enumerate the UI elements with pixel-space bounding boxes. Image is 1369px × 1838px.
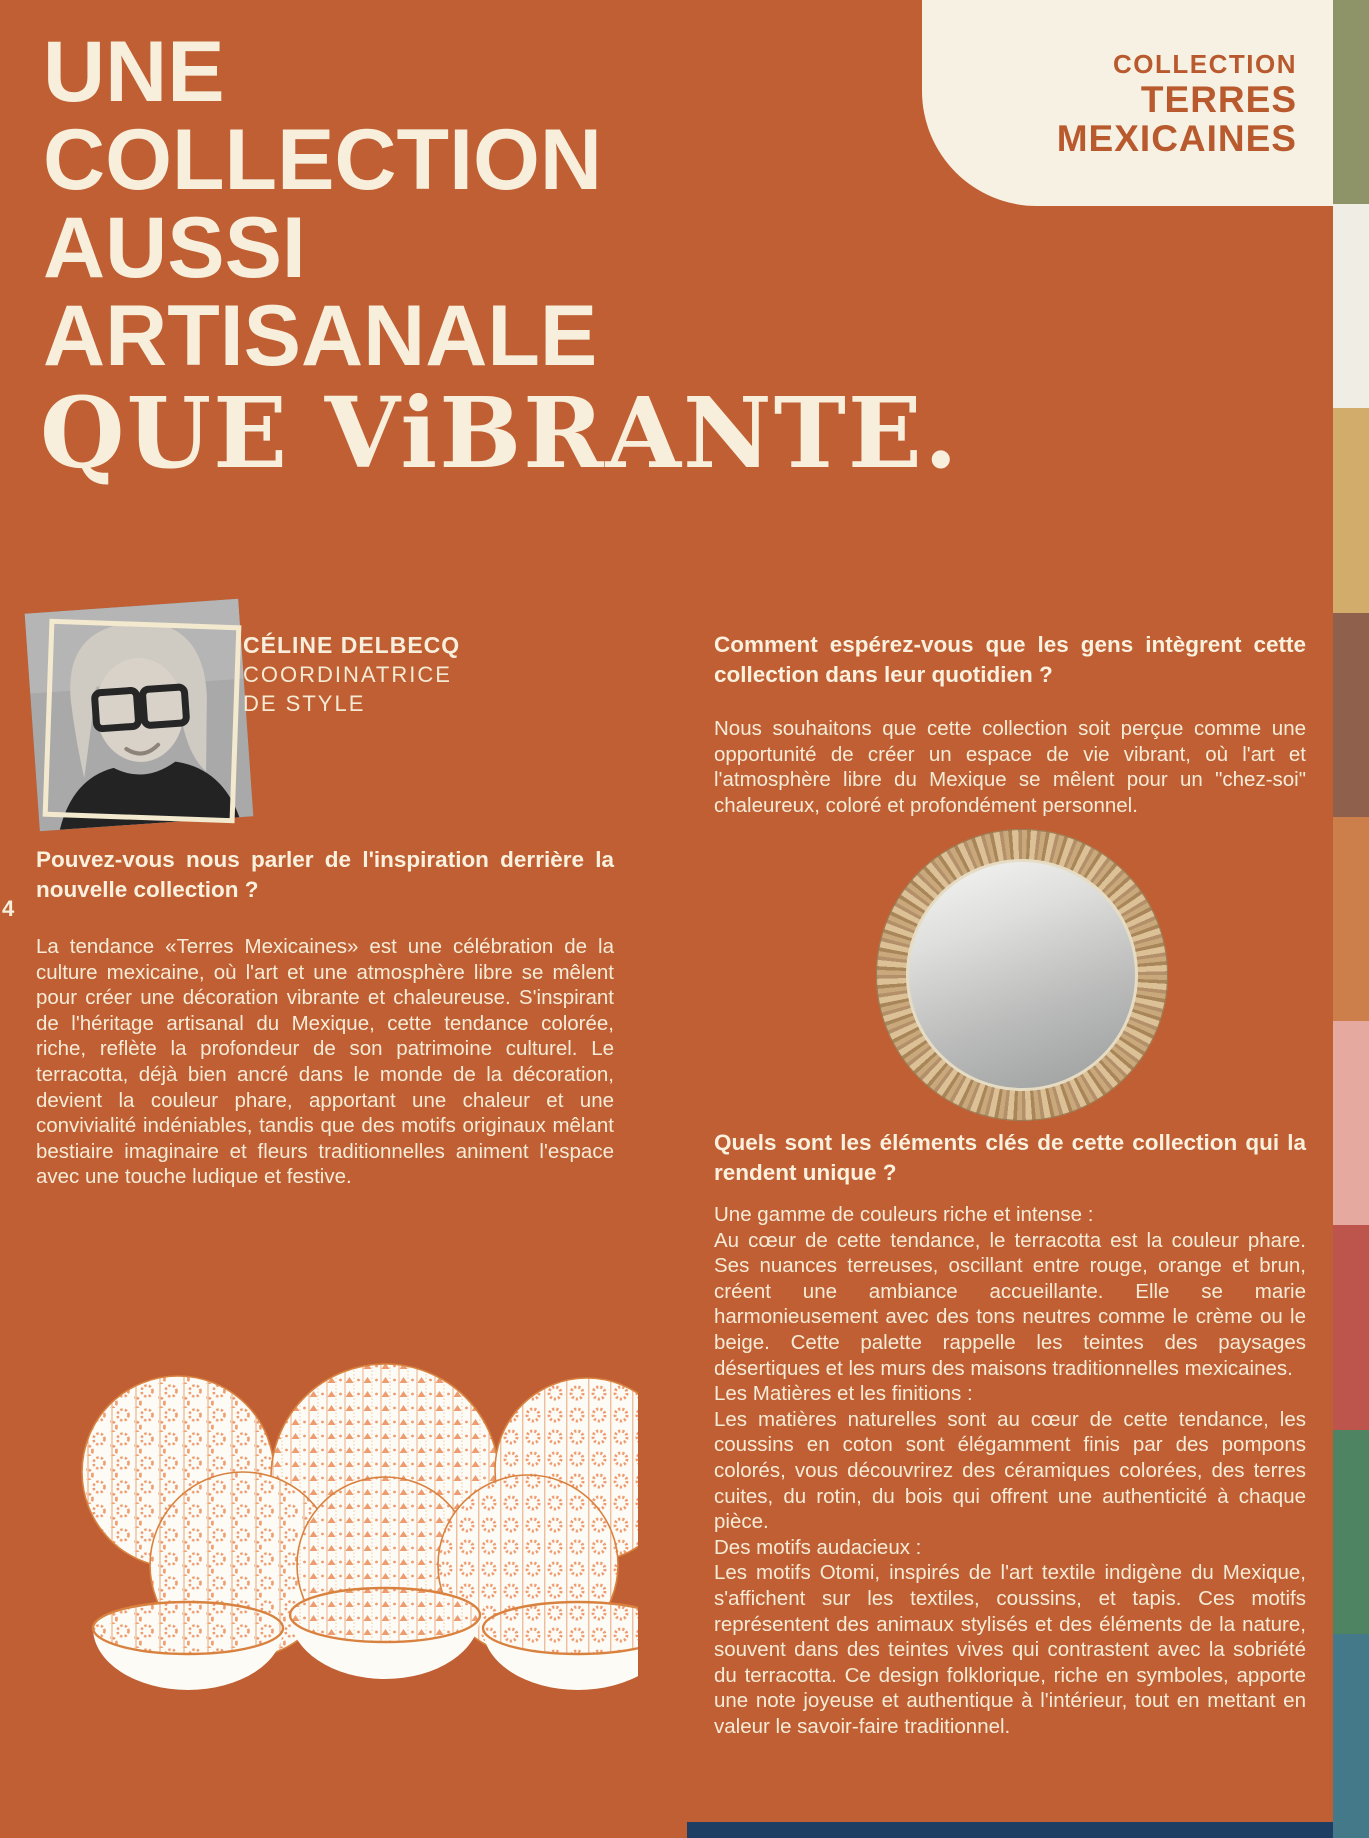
profile-name: CÉLINE DELBECQ: [243, 632, 461, 658]
profile-role-line2: DE STYLE: [243, 691, 366, 716]
swatch-brown: [1333, 613, 1369, 817]
swatch-olive: [1333, 0, 1369, 204]
badge-terres-label: TERRES: [1140, 79, 1297, 120]
page-number: 4: [2, 896, 15, 921]
dinnerware-set-photo: [38, 1360, 638, 1710]
headline-line-3: AUSSI: [43, 200, 306, 296]
headline-line-1: UNE: [43, 24, 225, 120]
collection-badge: [922, 0, 1333, 206]
answer-text-motifs: Les motifs Otomi, inspirés de l'art textile indigène du Mexique, s'affichent sur les textiles, coussins, et tapis. Ces motifs représentent des animaux stylisés et des éléments de la nature, souvent dans des teintes vives qui contrastent avec la sobriété du terracotta. Ce design folklorique, riche en symboles, apporte une note joyeuse et authentique à l'intérieur, tout en mettant en valeur le savoir-faire traditionnel.: [714, 1561, 1306, 1738]
profile-role-line1: COORDINATRICE: [243, 662, 452, 687]
answer-lead-couleurs: Une gamme de couleurs riche et intense :: [714, 1203, 1094, 1226]
answer-elements-cles: [714, 1202, 1306, 1739]
swatch-pink: [1333, 1021, 1369, 1225]
swatch-orange: [1333, 817, 1369, 1021]
swatch-green: [1333, 1430, 1369, 1634]
mirror-glass: [906, 859, 1138, 1091]
headline-line-4: ARTISANALE: [43, 288, 598, 384]
question-inspiration: Pouvez-vous nous parler de l'inspiration derrière la nouvelle collection ?: [36, 847, 614, 902]
answer-quotidien: Nous souhaitons que cette collection soit perçue comme une opportunité de créer un espace de vie vibrant, où l'art et l'atmosphère libre du Mexique se mêlent pour un "chez-soi" chaleureux, coloré et profondément personnel.: [714, 717, 1306, 817]
question-quotidien: Comment espérez-vous que les gens intègrent cette collection dans leur quotidien ?: [714, 632, 1306, 687]
answer-text-couleurs: Au cœur de cette tendance, le terracotta est la couleur phare. Ses nuances terreuses, oscillant entre rouge, orange et brun, créent une ambiance accueillante. Elle se marie harmonieusement avec des tons neutres comme le crème ou le beige. Cette palette rappelle les teintes des paysages désertiques et les murs des maisons traditionnelles mexicaines.: [714, 1228, 1306, 1380]
headline-line-2: COLLECTION: [43, 112, 602, 208]
portrait-photo: [38, 604, 244, 828]
answer-lead-motifs: Des motifs audacieux :: [714, 1535, 922, 1559]
headline-tagline: QUE ViBRANTE.: [40, 376, 960, 490]
badge-mexicaines-label: MEXICAINES: [1056, 118, 1297, 159]
swatch-off-white: [1333, 204, 1369, 408]
palette-strip: [1333, 0, 1369, 1838]
footer-accent-bar: [687, 1822, 1333, 1838]
portrait-frame: [43, 619, 242, 824]
page-title: [43, 24, 602, 384]
answer-lead-matieres: Les Matières et les finitions :: [714, 1382, 973, 1406]
profile-caption: [243, 630, 503, 718]
round-mirror-photo: [876, 829, 1168, 1121]
swatch-teal: [1333, 1634, 1369, 1838]
answer-inspiration: La tendance «Terres Mexicaines» est une célébration de la culture mexicaine, où l'art et une atmosphère libre se mêlent pour créer une décoration vibrante et chaleureuse. S'inspirant de l'héritage artisanal du Mexique, cette tendance colorée, riche, reflète la profondeur de son patrimoine culturel. Le terracotta, déjà bien ancré dans le monde de la décoration, devient la couleur phare, apportant une chaleur et une convivialité indéniables, tandis que des motifs originaux mêlant bestiaire imaginaire et fleurs traditionnelles animent l'espace avec une touche ludique et festive.: [36, 935, 614, 1189]
swatch-tan: [1333, 408, 1369, 612]
dinnerware-illustration: [38, 1360, 638, 1705]
question-elements-cles: Quels sont les éléments clés de cette collection qui la rendent unique ?: [714, 1130, 1306, 1185]
badge-collection-label: COLLECTION: [1113, 49, 1297, 79]
swatch-red: [1333, 1225, 1369, 1429]
answer-text-matieres: Les matières naturelles sont au cœur de cette tendance, les coussins en coton sont élégamment finis par des pompons colorés, vous découvrirez des céramiques colorées, des terres cuites, du rotin, du bois qui offrent une authenticité à chaque pièce.: [714, 1407, 1306, 1534]
